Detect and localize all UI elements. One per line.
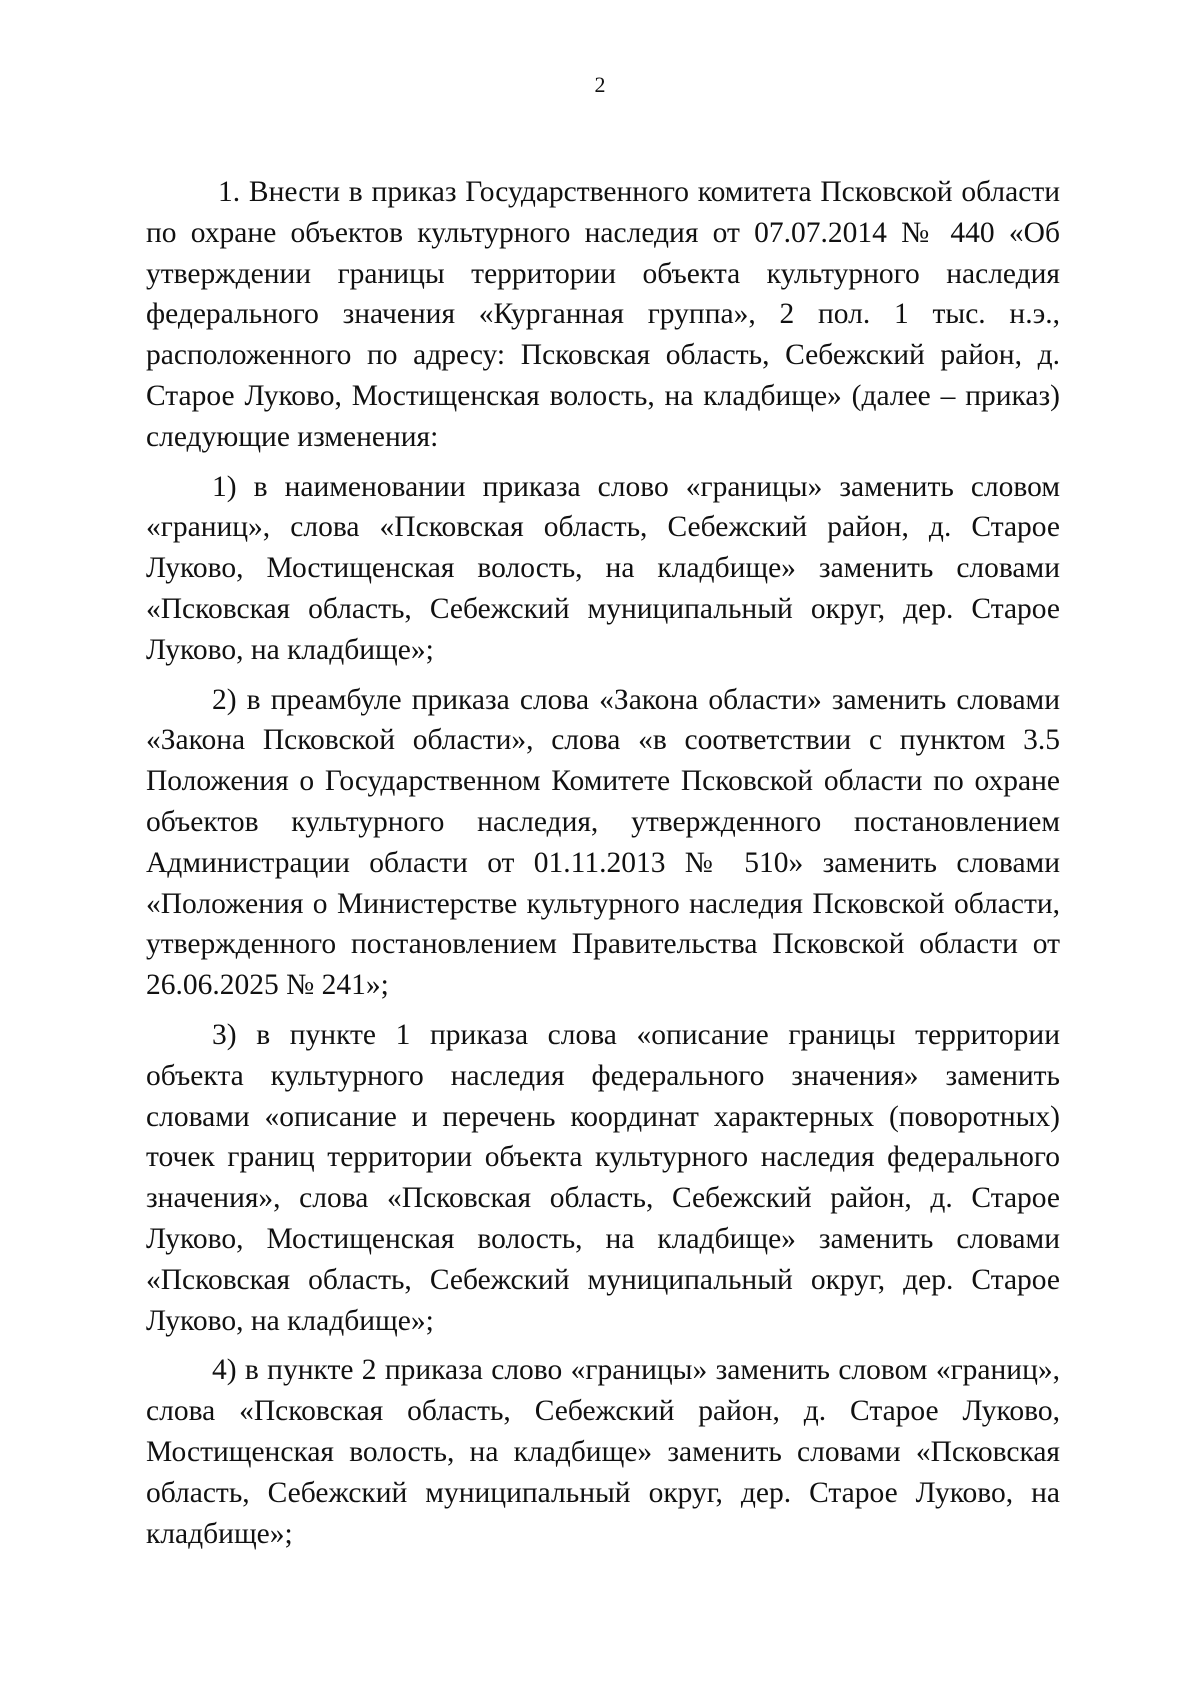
document-body	[146, 172, 1060, 1554]
paragraph-item-3: 3) в пункте 1 приказа слова «описание границы территории объекта культурного наследия федерального значения» заменить словами «описание и перечень координат характерных (поворотных) точек границ территории объекта культурного наследия федерального значения», слова «Псковская область, Себежский район, д. Старое Луково, Мостищенская волость, на кладбище» заменить словами «Псковская область, Себежский муниципальный округ, дер. Старое Луково, на кладбище»;	[146, 1018, 1060, 1337]
paragraph-item-2: 2) в преамбуле приказа слова «Закона области» заменить словами «Закона Псковской области», слова «в соответствии с пунктом 3.5 Положения о Государственном Комитете Псковской области по охране объектов культурного наследия, утвержденного постановлением Администрации области от 01.11.2013 № 510» заменить словами «Положения о Министерстве культурного наследия Псковской области, утвержденного постановлением Правительства Псковской области от 26.06.2025 № 241»;	[146, 683, 1060, 1002]
paragraph-item-1: 1) в наименовании приказа слово «границы» заменить словом «границ», слова «Псковская область, Себежский район, д. Старое Луково, Мостищенская волость, на кладбище» заменить словами «Псковская область, Себежский муниципальный округ, дер. Старое Луково, на кладбище»;	[146, 470, 1060, 666]
paragraph-main: 1. Внести в приказ Государственного комитета Псковской области по охране объектов культурного наследия от 07.07.2014 № 440 «Об утверждении границы территории объекта культурного наследия федерального значения «Курганная группа», 2 пол. 1 тыс. н.э., расположенного по адресу: Псковская область, Себежский район, д. Старое Луково, Мостищенская волость, на кладбище» (далее – приказ) следующие изменения:	[146, 176, 1060, 453]
paragraph-item-4: 4) в пункте 2 приказа слово «границы» заменить словом «границ», слова «Псковская область, Себежский район, д. Старое Луково, Мостищенская волость, на кладбище» заменить словами «Псковская область, Себежский муниципальный округ, дер. Старое Луково, на кладбище»;	[146, 1354, 1060, 1550]
page-number: 2	[594, 72, 606, 97]
